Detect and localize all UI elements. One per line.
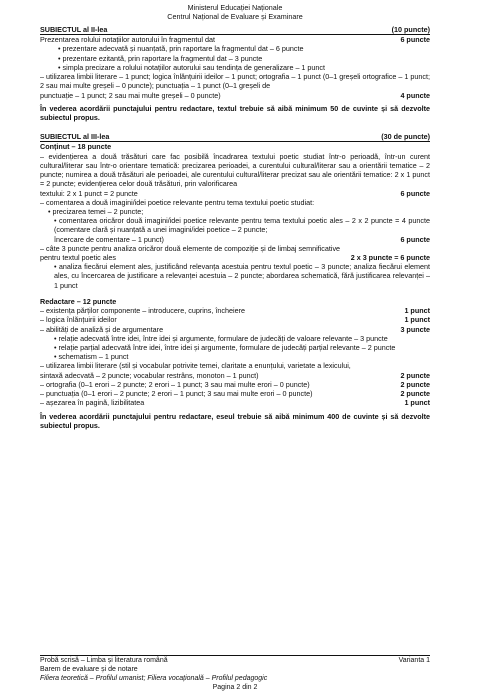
criterion-points: 6 puncte	[400, 188, 430, 198]
criterion-text: – punctuația (0–1 erori – 2 puncte; 2 erori – 1 punct; 3 sau mai multe erori – 0 puncte)	[40, 389, 313, 399]
criterion-row	[40, 371, 430, 380]
section-title: SUBIECTUL al III-lea	[40, 132, 110, 142]
section-heading	[40, 25, 430, 35]
criterion-text: încercare de comentare – 1 punct)	[54, 234, 164, 244]
criterion-text: – evidențierea a două trăsături care fac posibilă încadrarea textului poetic studiat într-o perioadă, într-un curent cultural/literar sau într-o orientare tematică: precizarea perioadei, a curentului cultural/literar sau a orientării tematice – 2 puncte; numirea a două trăsături ale perioadei, ale curentului cultural/literar precizat sau ale orientării tematice: 2 x 1 punct = 2 puncte; evidențierea celor două trăsături, prin valorificarea	[40, 151, 430, 189]
criterion-points: 1 punct	[404, 315, 430, 325]
section-heading	[40, 132, 430, 142]
criterion-points: 2 puncte	[400, 389, 430, 399]
bullet-item: • prezentare adecvată și nuanțată, prin raportare la fragmentul dat – 6 puncte	[58, 44, 304, 54]
content-subtitle: Conținut – 18 puncte	[40, 142, 112, 152]
criterion-row	[40, 35, 430, 44]
criterion-row	[40, 91, 430, 100]
exam-name: Probă scrisă – Limba și literatura română	[40, 657, 168, 664]
section-title: SUBIECTUL al II-lea	[40, 25, 108, 34]
criterion-points: 2 puncte	[400, 379, 430, 389]
page-number: Pagina 2 din 2	[212, 683, 258, 691]
criterion-row	[40, 398, 430, 407]
criterion-points: 1 punct	[404, 306, 430, 316]
criterion-text: Prezentarea rolului notațiilor autorului în fragmentul dat	[40, 35, 215, 45]
section-points: (10 puncte)	[391, 25, 430, 34]
word-count-note: În vederea acordării punctajului pentru redactare, eseul trebuie să aibă minimum 400 de cuvinte și să dezvolte subiectul propus.	[40, 411, 430, 430]
criterion-points: 2 puncte	[400, 370, 430, 380]
criterion-points: 3 puncte	[400, 324, 430, 334]
criterion-row	[40, 253, 430, 262]
center-name: Centrul Național de Evaluare și Examinare	[167, 12, 303, 21]
section-subject-3	[40, 132, 430, 430]
variant-label: Varianta 1	[398, 657, 430, 664]
criterion-row	[40, 389, 430, 398]
criterion-text: – logica înlănțuirii ideilor	[40, 315, 117, 325]
criterion-text: – abilități de analiză și de argumentare	[40, 324, 164, 334]
redactare-subtitle: Redactare – 12 puncte	[40, 296, 117, 306]
criterion-text: – câte 3 puncte pentru analiza oricăror două elemente de compoziție și de limbaj semnificative	[40, 243, 341, 253]
criterion-text: – ortografia (0–1 erori – 2 puncte; 2 erori – 1 punct; 3 sau mai multe erori – 0 puncte)	[40, 379, 310, 389]
criterion-row	[40, 306, 430, 315]
bullet-item: • comentarea oricăror două imagini/idei poetice relevante pentru tema textului poetic ales – 2 x 2 puncte = 4 puncte (comentare clară și nuanțată a unei imagini/idei poetice – 2 puncte;	[54, 216, 430, 235]
criterion-text: – comentarea a două imagini/idei poetice relevante pentru tema textului poetic studiat:	[40, 197, 315, 207]
criterion-points: 4 puncte	[400, 90, 430, 100]
criterion-text: textului: 2 x 1 punct = 2 puncte	[40, 188, 138, 198]
section-subject-2	[40, 25, 430, 122]
bullet-item: • relație adecvată între idei, între idei și argumente, formulare de judecăți de valoare relevante – 3 puncte	[54, 333, 388, 343]
criterion-text: – existența părților componente – introducere, cuprins, încheiere	[40, 306, 245, 316]
footer-row	[40, 657, 430, 666]
criterion-points: 1 punct	[404, 398, 430, 408]
bullet-item: • precizarea temei – 2 puncte;	[48, 206, 144, 216]
criterion-text: punctuație – 1 punct; 2 sau mai multe greșeli – 0 puncte)	[40, 90, 221, 100]
barem-label: Barem de evaluare și de notare	[40, 665, 138, 673]
criterion-row	[40, 315, 430, 324]
criterion-text: – utilizarea limbii literare (stil și vocabular potrivite temei, claritate a enunțului, varietate a lexicului,	[40, 361, 351, 371]
criterion-text: sintaxă adecvată – 2 puncte; vocabular restrâns, monoton – 1 punct)	[40, 370, 259, 380]
bullet-item: • simpla precizare a rolului notațiilor autorului sau tendința de generalizare – 1 punct	[58, 62, 326, 72]
word-count-note: În vederea acordării punctajului pentru redactare, textul trebuie să aibă minimum 50 de cuvinte și să dezvolte subiectul propus.	[40, 103, 430, 122]
criterion-row	[40, 380, 430, 389]
criterion-row	[40, 189, 430, 198]
criterion-text: – utilizarea limbii literare – 1 punct; logica înlănțuirii ideilor – 1 punct; ortografia – 1 punct (0–1 greșeli ortografice – 1 punct; 2 sau mai multe greșeli – 0 puncte); punctuația – 1 punct (0–1 greșeli de	[40, 72, 430, 91]
criterion-points: 6 puncte	[400, 234, 430, 244]
ministry-name: Ministerul Educației Naționale	[187, 3, 283, 12]
criterion-text: pentru textul poetic ales	[40, 253, 116, 263]
section-points: (30 de puncte)	[381, 132, 430, 142]
criterion-row	[40, 325, 430, 334]
criterion-row	[40, 235, 430, 244]
criterion-text: – așezarea în pagină, lizibilitatea	[40, 398, 145, 408]
bullet-item: • relație parțial adecvată între idei, între idei și argumente, formulare de judecăți parțial relevante – 2 puncte	[54, 343, 396, 352]
profile-label: Filiera teoretică – Profilul umanist; Filiera vocațională – Profilul pedagogic	[40, 674, 268, 682]
criterion-points: 2 x 3 puncte = 6 puncte	[350, 253, 430, 263]
document-header	[40, 0, 430, 21]
document-footer	[40, 655, 430, 693]
criterion-points: 6 puncte	[400, 35, 430, 45]
bullet-item: • analiza fiecărui element ales, justificând relevanța acestuia pentru textul poetic – 3 puncte; analiza fiecărui element ales, cu încercarea de justificare a relevanței acestuia – 2 puncte; abordarea schematică, fără justificarea relevanței – 1 punct	[54, 262, 430, 290]
bullet-item: • prezentare ezitantă, prin raportare la fragmentul dat – 3 puncte	[58, 53, 263, 63]
bullet-item: • schematism – 1 punct	[54, 352, 129, 362]
